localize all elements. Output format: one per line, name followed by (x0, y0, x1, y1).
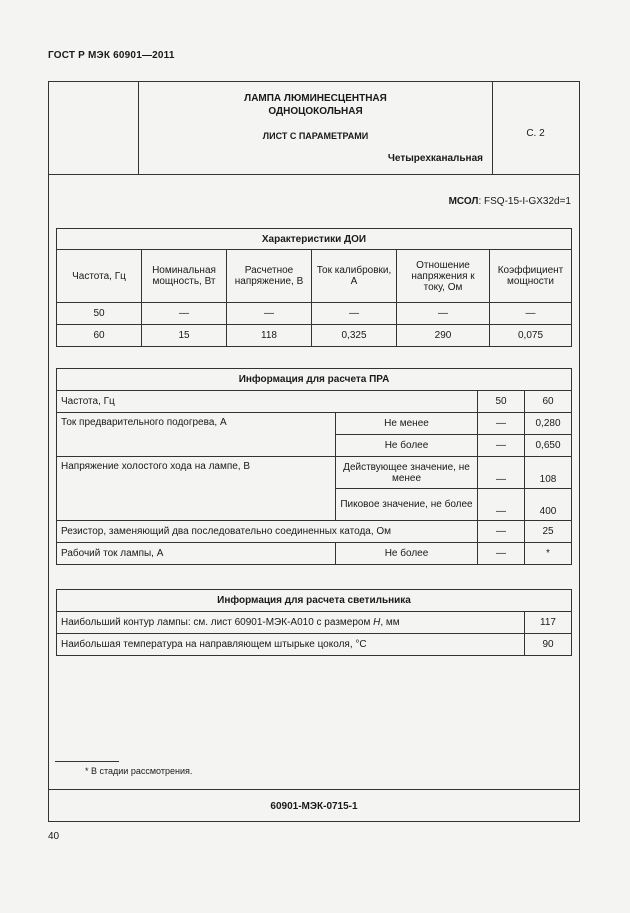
title-line-1: ЛАМПА ЛЮМИНЕСЦЕНТНАЯ (244, 93, 387, 104)
table-row (57, 634, 572, 656)
doi-cell: 0,075 (490, 325, 572, 347)
table-row (57, 325, 572, 347)
doi-header: Частота, Гц (57, 250, 142, 303)
doi-cell: 0,325 (312, 325, 397, 347)
contour-label-prefix: Наибольший контур лампы: см. лист 60901-МЭК-А010 с размером (61, 617, 374, 628)
doi-table (56, 228, 572, 347)
current-50: — (478, 543, 525, 565)
doi-cell: 50 (57, 303, 142, 325)
doi-header: Ток калибровки, А (312, 250, 397, 303)
contour-value: 117 (525, 612, 572, 634)
ocv-peak-50: — (478, 489, 525, 521)
current-label: Рабочий ток лампы, А (57, 543, 336, 565)
preheat-min-label: Не менее (336, 413, 478, 435)
contour-label-var: H (373, 617, 381, 628)
doi-cell: 15 (142, 325, 227, 347)
doi-header: Отношение напряжения к току, Ом (397, 250, 490, 303)
preheat-label: Ток предварительного подогрева, А (57, 413, 336, 457)
preheat-max-60: 0,650 (525, 435, 572, 457)
luminaire-info-table (56, 589, 572, 656)
doi-cell: — (397, 303, 490, 325)
lamp-variant: Четырехканальная (387, 153, 483, 164)
preheat-max-50: — (478, 435, 525, 457)
mcol-value: : FSQ-15-I-GX32d=1 (478, 196, 571, 207)
ocv-peak-60: 400 (525, 489, 572, 521)
page-number: 40 (48, 831, 60, 842)
preheat-min-60: 0,280 (525, 413, 572, 435)
ocv-rms-50: — (478, 457, 525, 489)
ocv-rms-label: Действующее значение, не менее (336, 457, 478, 489)
sheet-page-ref: С. 2 (526, 128, 545, 139)
table-row (57, 391, 572, 413)
resistor-50: — (478, 521, 525, 543)
current-60: * (525, 543, 572, 565)
freq-50: 50 (478, 391, 525, 413)
table-row (57, 612, 572, 634)
header-blank-cell (49, 82, 139, 174)
doi-header: Номинальная мощность, Вт (142, 250, 227, 303)
doi-cell: — (227, 303, 312, 325)
freq-label: Частота, Гц (57, 391, 478, 413)
contour-label (57, 612, 525, 634)
title-line-2: ОДНОЦОКОЛЬНАЯ (268, 106, 363, 117)
table-row (57, 413, 572, 435)
table-row (57, 521, 572, 543)
current-sub: Не более (336, 543, 478, 565)
temp-label: Наибольшая температура на направляющем штырьке цоколя, °С (57, 634, 525, 656)
sheet-header (49, 82, 579, 175)
sheet-title (139, 92, 492, 118)
contour-label-suffix: , мм (380, 617, 400, 628)
preheat-min-50: — (478, 413, 525, 435)
resistor-label: Резистор, заменяющий два последовательно соединенных катода, Ом (57, 521, 478, 543)
doi-cell: 290 (397, 325, 490, 347)
doi-caption: Характеристики ДОИ (57, 229, 572, 250)
doi-header: Расчетное напряжение, В (227, 250, 312, 303)
sheet-footer (49, 789, 579, 822)
mcol-designation (449, 196, 571, 207)
parameter-sheet (48, 81, 580, 822)
temp-value: 90 (525, 634, 572, 656)
table-row (57, 303, 572, 325)
ocv-rms-60: 108 (525, 457, 572, 489)
resistor-60: 25 (525, 521, 572, 543)
standard-code: ГОСТ Р МЭК 60901—2011 (48, 50, 175, 61)
doi-cell: — (142, 303, 227, 325)
doi-cell: — (312, 303, 397, 325)
doi-cell: 60 (57, 325, 142, 347)
ocv-peak-label: Пиковое значение, не более (336, 489, 478, 521)
ballast-caption: Информация для расчета ПРА (57, 369, 572, 391)
doi-header: Коэффициент мощности (490, 250, 572, 303)
freq-60: 60 (525, 391, 572, 413)
footnote-divider (55, 761, 119, 762)
luminaire-caption: Информация для расчета светильника (57, 590, 572, 612)
table-row (57, 543, 572, 565)
mcol-label: МСОЛ (448, 196, 479, 207)
footnote: * В стадии рассмотрения. (85, 766, 193, 776)
sheet-code: 60901-МЭК-0715-1 (270, 801, 358, 812)
ocv-label: Напряжение холостого хода на лампе, В (57, 457, 336, 521)
table-row (57, 457, 572, 489)
preheat-max-label: Не более (336, 435, 478, 457)
doi-cell: — (490, 303, 572, 325)
sheet-subtitle: ЛИСТ С ПАРАМЕТРАМИ (262, 131, 369, 141)
doi-cell: 118 (227, 325, 312, 347)
ballast-info-table (56, 368, 572, 565)
